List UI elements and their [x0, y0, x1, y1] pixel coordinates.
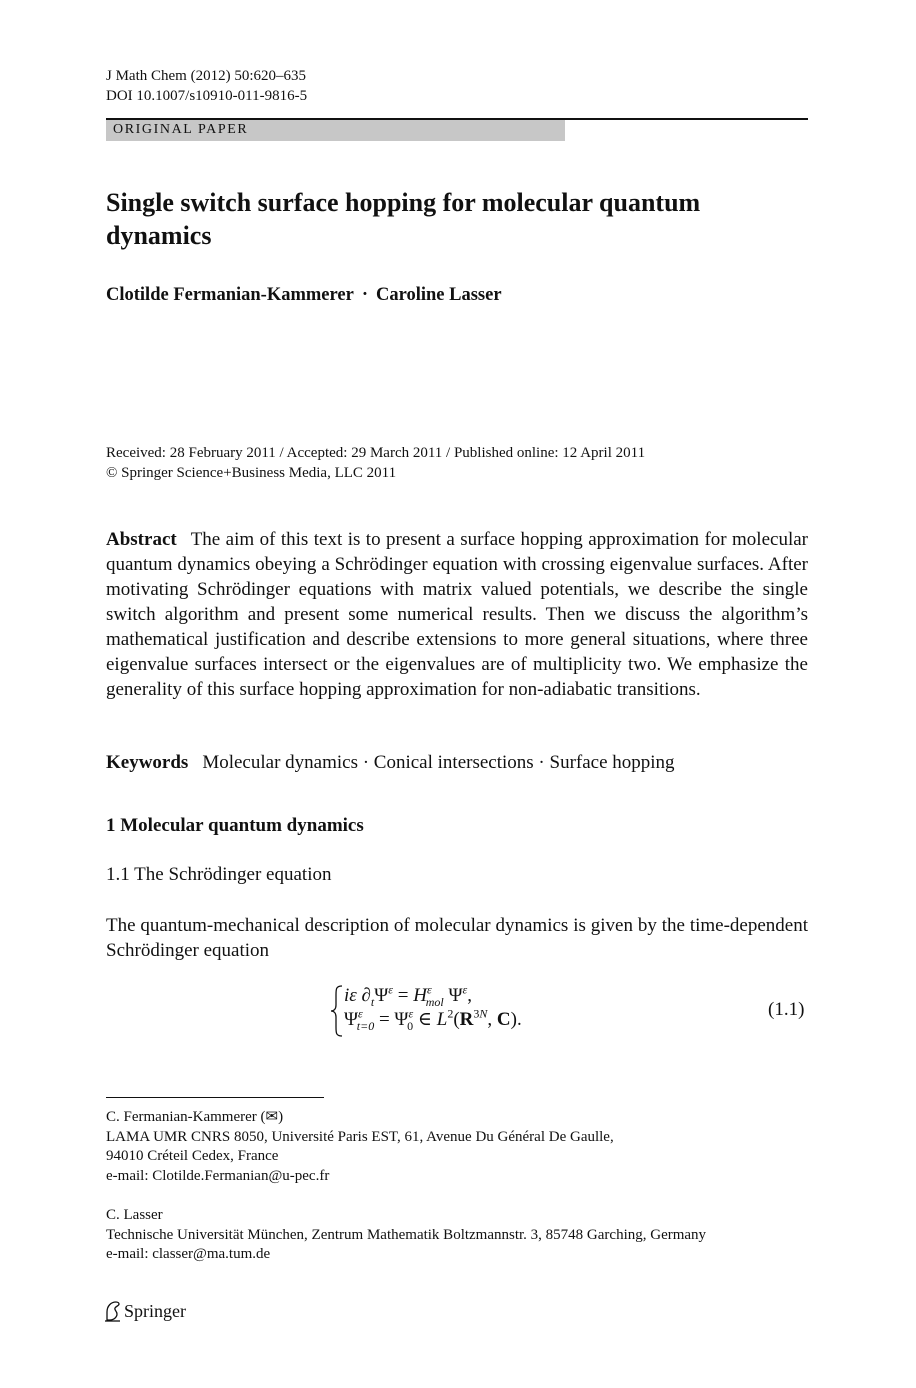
equation-1-1: [330, 983, 630, 1039]
equation-number: (1.1): [768, 999, 805, 1020]
equation-line-1: iε $\partial_t\Psi^\varepsilon = H^\varepsilon_{mol}$ $\Psi^\varepsilon$,: [344, 982, 472, 1009]
footnote-author1-address-city: 94010 Créteil Cedex, France: [106, 1148, 279, 1164]
footnote-author1-name: C. Fermanian-Kammerer (✉): [106, 1109, 284, 1125]
footnote-author1-address: LAMA UMR CNRS 8050, Université Paris EST, 61, Avenue Du Général De Gaulle,: [106, 1129, 614, 1145]
publisher-logo: [104, 1298, 186, 1324]
keywords-label: Keywords: [106, 752, 189, 773]
abstract-text: The aim of this text is to present a surface hopping approximation for molecular quantum dynamics obeying a Schrödinger equation with crossing eigenvalue surfaces. After motivating Schrödinger equations with matrix valued potentials, we describe the single switch algorithm and present some numerical results. Then we discuss the algorithm’s mathematical justification and describe extensions to more general situations, where three eigenvalue surfaces intersect or the eigenvalues are of multiplicity two. We emphasize the generality of this surface hopping approximation for non-adiabatic transitions.: [106, 529, 808, 700]
copyright-line: © Springer Science+Business Media, LLC 2011: [106, 465, 397, 481]
abstract-label: Abstract: [106, 529, 177, 550]
author-list: [106, 284, 502, 306]
section-heading: 1 Molecular quantum dynamics: [106, 815, 364, 836]
abstract: [106, 527, 808, 702]
footnote-rule: [106, 1097, 324, 1098]
author-name: Caroline Lasser: [375, 285, 502, 305]
publisher-name: Springer: [124, 1301, 186, 1321]
footnote-author1-email: e-mail: Clotilde.Fermanian@u-pec.fr: [106, 1168, 330, 1184]
left-brace: [330, 985, 344, 1037]
author-name: Clotilde Fermanian-Kammerer: [106, 285, 354, 305]
keywords: [106, 751, 675, 775]
author-separator: ·: [361, 285, 368, 305]
paper-title: Single switch surface hopping for molecular quantum dynamics: [106, 188, 701, 250]
journal-citation: J Math Chem (2012) 50:620–635: [106, 68, 306, 84]
footnote-author2-address: Technische Universität München, Zentrum Mathematik Boltzmannstr. 3, 85748 Garching, Germany: [106, 1227, 707, 1243]
keywords-text: Molecular dynamics · Conical intersections · Surface hopping: [202, 752, 675, 773]
footnote-author2-name: C. Lasser: [106, 1207, 163, 1223]
footnote-author2-email: e-mail: classer@ma.tum.de: [106, 1246, 271, 1262]
subsection-heading: 1.1 The Schrödinger equation: [106, 864, 332, 885]
doi: DOI 10.1007/s10910-011-9816-5: [106, 87, 308, 104]
body-paragraph: The quantum-mechanical description of molecular dynamics is given by the time-dependent Schrödinger equation: [106, 915, 808, 961]
dates-line: Received: 28 February 2011 / Accepted: 29 March 2011 / Published online: 12 April 2011: [106, 445, 646, 461]
article-type-label: ORIGINAL PAPER: [113, 122, 249, 137]
journal-header: [106, 67, 307, 106]
springer-horse-icon: [104, 1300, 122, 1322]
publication-history: [106, 443, 645, 483]
equation-line-2: $\Psi^\varepsilon_{t=0} = \Psi^\varepsilon_0$ ∈ $L^2(R^{3N}$, C).: [344, 1006, 522, 1033]
